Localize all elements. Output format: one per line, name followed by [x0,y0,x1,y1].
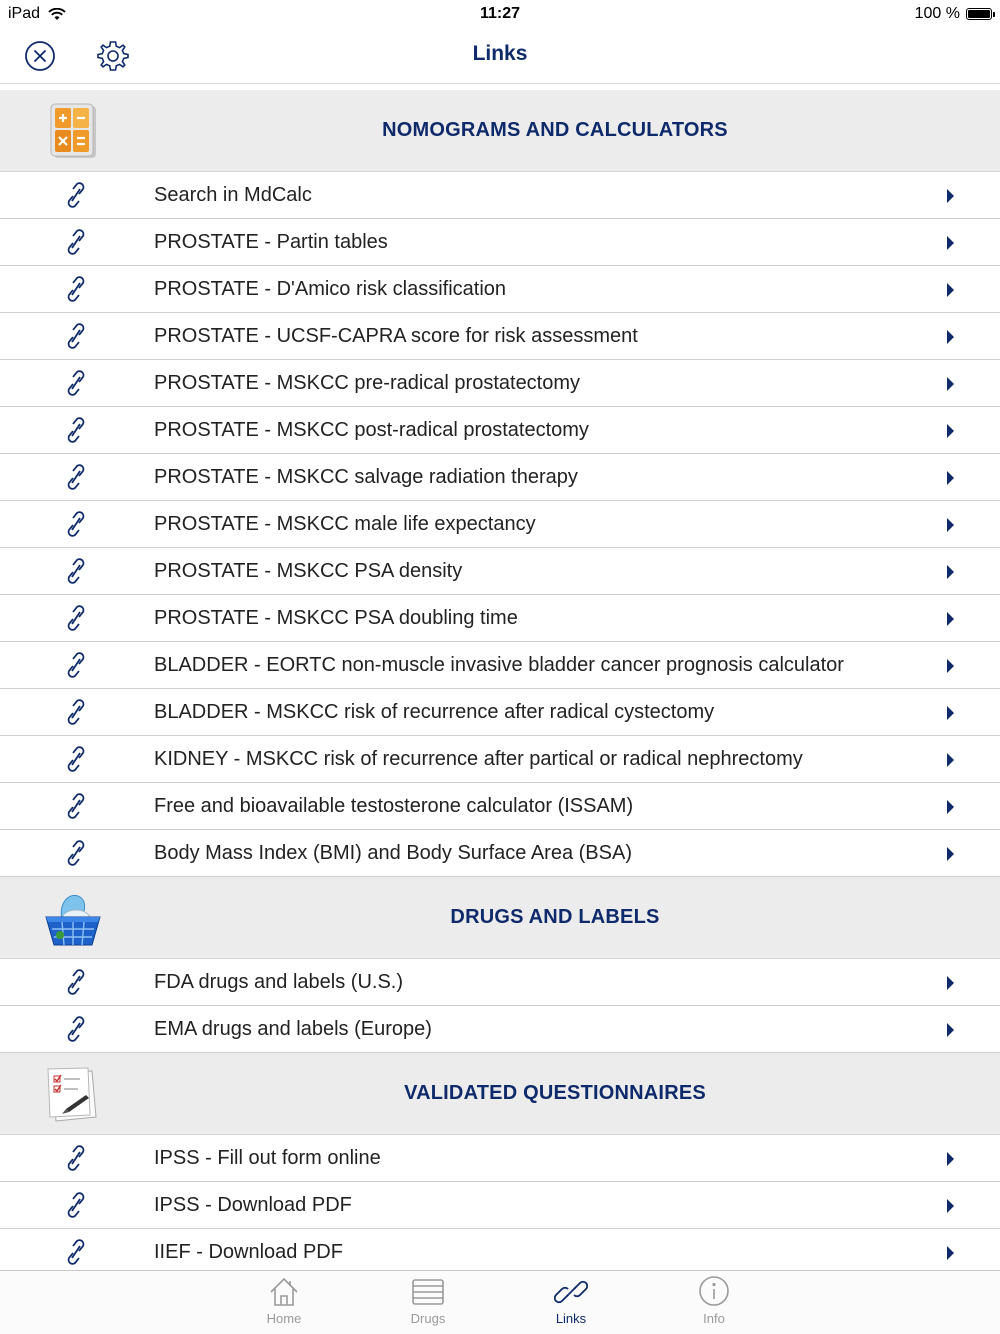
status-bar [0,0,1000,28]
links-list[interactable] [0,90,1000,1270]
link-row[interactable] [0,219,1000,266]
link-icon [62,1143,90,1173]
section-title: DRUGS AND LABELS [450,906,660,928]
link-label: BLADDER - MSKCC risk of recurrence after radical cystectomy [154,701,715,723]
battery-icon [966,8,992,20]
chevron-right-icon [945,752,955,768]
link-row[interactable] [0,172,1000,219]
status-time: 11:27 [479,5,521,22]
chevron-right-icon [945,1151,955,1167]
chevron-right-icon [945,799,955,815]
chevron-right-icon [945,235,955,251]
link-icon [511,1275,631,1309]
link-icon [62,650,90,680]
link-row[interactable] [0,959,1000,1006]
chevron-right-icon [945,1198,955,1214]
chevron-right-icon [945,282,955,298]
chevron-right-icon [945,705,955,721]
link-row[interactable] [0,689,1000,736]
status-right [915,5,992,23]
section-header [0,90,1000,172]
tab-label: Info [703,1311,725,1326]
chevron-right-icon [945,517,955,533]
link-label: Free and bioavailable testosterone calculator (ISSAM) [154,795,634,817]
chevron-right-icon [945,658,955,674]
chevron-right-icon [945,1022,955,1038]
chevron-right-icon [945,188,955,204]
link-icon [62,509,90,539]
tab-label: Home [266,1311,302,1326]
link-row[interactable] [0,1135,1000,1182]
chevron-right-icon [945,564,955,580]
link-label: PROSTATE - UCSF-CAPRA score for risk assessment [154,325,638,347]
link-icon [62,180,90,210]
link-icon [62,556,90,586]
device-name: iPad [8,5,41,22]
checklist-icon [40,1065,106,1125]
nav-bar [0,28,1000,84]
link-icon [62,1014,90,1044]
info-icon [654,1275,774,1309]
link-row[interactable] [0,1182,1000,1229]
link-label: EMA drugs and labels (Europe) [154,1018,432,1040]
tab-label: Drugs [410,1311,446,1326]
link-row[interactable] [0,360,1000,407]
link-label: PROSTATE - MSKCC male life expectancy [154,513,536,535]
link-icon [62,838,90,868]
section-header [0,877,1000,959]
link-label: PROSTATE - MSKCC salvage radiation therapy [154,466,578,488]
battery-percent: 100 % [914,5,960,22]
page-title: Links [472,42,528,65]
link-label: Body Mass Index (BMI) and Body Surface Area (BSA) [154,842,632,864]
chevron-right-icon [945,329,955,345]
chevron-right-icon [945,975,955,991]
link-icon [62,368,90,398]
link-label: IIEF - Download PDF [154,1241,343,1263]
link-row[interactable] [0,1006,1000,1053]
tab-label: Links [555,1311,587,1326]
link-label: KIDNEY - MSKCC risk of recurrence after partical or radical nephrectomy [154,748,803,770]
pill-basket-icon [40,889,106,949]
chevron-right-icon [945,1245,955,1261]
link-label: PROSTATE - Partin tables [154,231,388,253]
link-icon [62,462,90,492]
link-label: IPSS - Download PDF [154,1194,352,1216]
link-row[interactable] [0,736,1000,783]
calculator-icon [40,102,106,162]
tab-bar [0,1270,1000,1334]
link-icon [62,697,90,727]
link-label: PROSTATE - MSKCC pre-radical prostatectomy [154,372,581,394]
link-row[interactable] [0,501,1000,548]
link-label: PROSTATE - MSKCC PSA doubling time [154,607,518,629]
section-title: NOMOGRAMS AND CALCULATORS [382,119,728,141]
link-row[interactable] [0,1229,1000,1270]
link-icon [62,1237,90,1267]
link-label: PROSTATE - D'Amico risk classification [154,278,507,300]
tab-drugs[interactable] [368,1275,488,1333]
chevron-right-icon [945,846,955,862]
link-icon [62,415,90,445]
link-icon [62,274,90,304]
link-label: IPSS - Fill out form online [154,1147,381,1169]
link-row[interactable] [0,454,1000,501]
section-header [0,1053,1000,1135]
link-label: Search in MdCalc [154,184,312,206]
chevron-right-icon [945,470,955,486]
chevron-right-icon [945,376,955,392]
link-label: PROSTATE - MSKCC post-radical prostatectomy [154,419,589,441]
link-icon [62,603,90,633]
link-label: FDA drugs and labels (U.S.) [154,971,403,993]
link-row[interactable] [0,266,1000,313]
tab-home[interactable] [224,1275,344,1333]
link-icon [62,1190,90,1220]
battery-fill [968,10,990,18]
link-icon [62,321,90,351]
section-title: VALIDATED QUESTIONNAIRES [404,1082,706,1104]
link-label: PROSTATE - MSKCC PSA density [154,560,463,582]
link-row[interactable] [0,313,1000,360]
link-icon [62,791,90,821]
link-row[interactable] [0,548,1000,595]
link-row[interactable] [0,407,1000,454]
link-label: BLADDER - EORTC non-muscle invasive bladder cancer prognosis calculator [154,654,844,676]
link-row[interactable] [0,830,1000,877]
link-icon [62,967,90,997]
link-icon [62,227,90,257]
chevron-right-icon [945,611,955,627]
link-row[interactable] [0,783,1000,830]
link-icon [62,744,90,774]
chevron-right-icon [945,423,955,439]
list-icon [368,1275,488,1309]
tab-links[interactable] [511,1275,631,1333]
tab-info[interactable] [654,1275,774,1333]
home-icon [224,1275,344,1309]
link-row[interactable] [0,595,1000,642]
link-row[interactable] [0,642,1000,689]
